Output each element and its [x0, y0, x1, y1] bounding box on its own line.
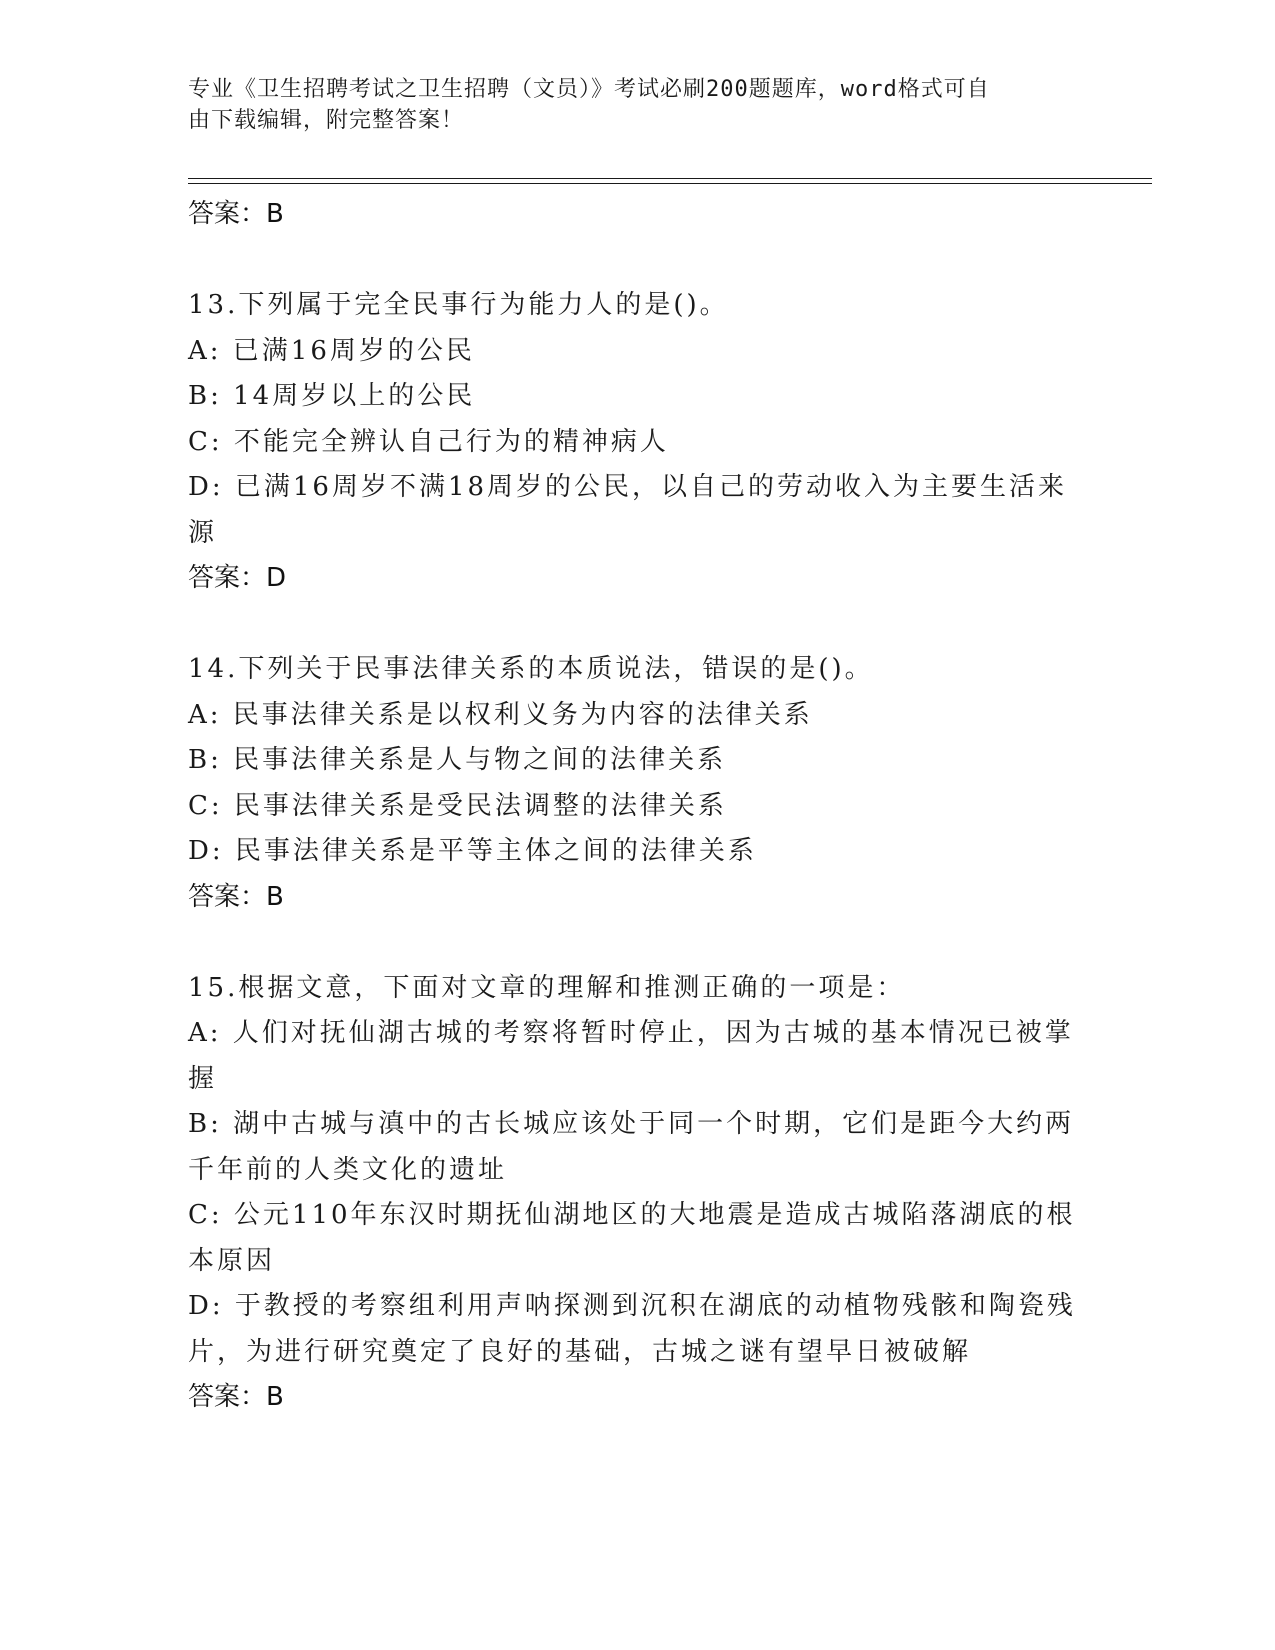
option-c: C: 不能完全辨认自己行为的精神病人	[188, 426, 669, 457]
question-stem: 14.下列关于民事法律关系的本质说法，错误的是()。	[188, 654, 874, 684]
option-d: D: 于教授的考察组利用声呐探测到沉积在湖底的动植物残骸和陶瓷残片，为进行研究奠定了良好的基础，古城之谜有望早日被破解	[188, 1291, 1076, 1367]
question-15	[188, 966, 1088, 1420]
header-line-1: 专业《卫生招聘考试之卫生招聘（文员）》考试必刷200题题库，word格式可自	[188, 77, 990, 102]
option-a: A: 人们对抚仙湖古城的考察将暂时停止，因为古城的基本情况已被掌握	[188, 1018, 1074, 1094]
question-13	[188, 283, 1088, 600]
option-a: A: 已满16周岁的公民	[188, 335, 475, 366]
page-header	[188, 74, 1068, 136]
option-b: B: 14周岁以上的公民	[188, 381, 476, 411]
option-c: C: 民事法律关系是受民法调整的法律关系	[188, 790, 727, 821]
document-body	[188, 192, 1088, 1419]
option-d: D: 已满16周岁不满18周岁的公民，以自己的劳动收入为主要生活来源	[188, 472, 1068, 548]
answer-13: 答案：D	[188, 563, 287, 593]
question-stem: 15.根据文意，下面对文章的理解和推测正确的一项是：	[188, 972, 906, 1003]
question-stem: 13.下列属于完全民事行为能力人的是()。	[188, 290, 729, 320]
header-divider-bottom	[188, 183, 1152, 184]
question-14	[188, 647, 1088, 919]
header-line-2: 由下载编辑，附完整答案！	[188, 108, 465, 133]
option-b: B: 民事法律关系是人与物之间的法律关系	[188, 745, 727, 775]
option-d: D: 民事法律关系是平等主体之间的法律关系	[188, 836, 757, 866]
answer-15: 答案：B	[188, 1382, 284, 1412]
answer-previous: 答案：B	[188, 199, 284, 229]
option-a: A: 民事法律关系是以权利义务为内容的法律关系	[188, 699, 813, 730]
option-c: C: 公元110年东汉时期抚仙湖地区的大地震是造成古城陷落湖底的根本原因	[188, 1200, 1076, 1276]
answer-14: 答案：B	[188, 881, 284, 912]
header-divider-top	[188, 178, 1152, 179]
option-b: B: 湖中古城与滇中的古长城应该处于同一个时期，它们是距今大约两千年前的人类文化的遗址	[188, 1109, 1075, 1185]
